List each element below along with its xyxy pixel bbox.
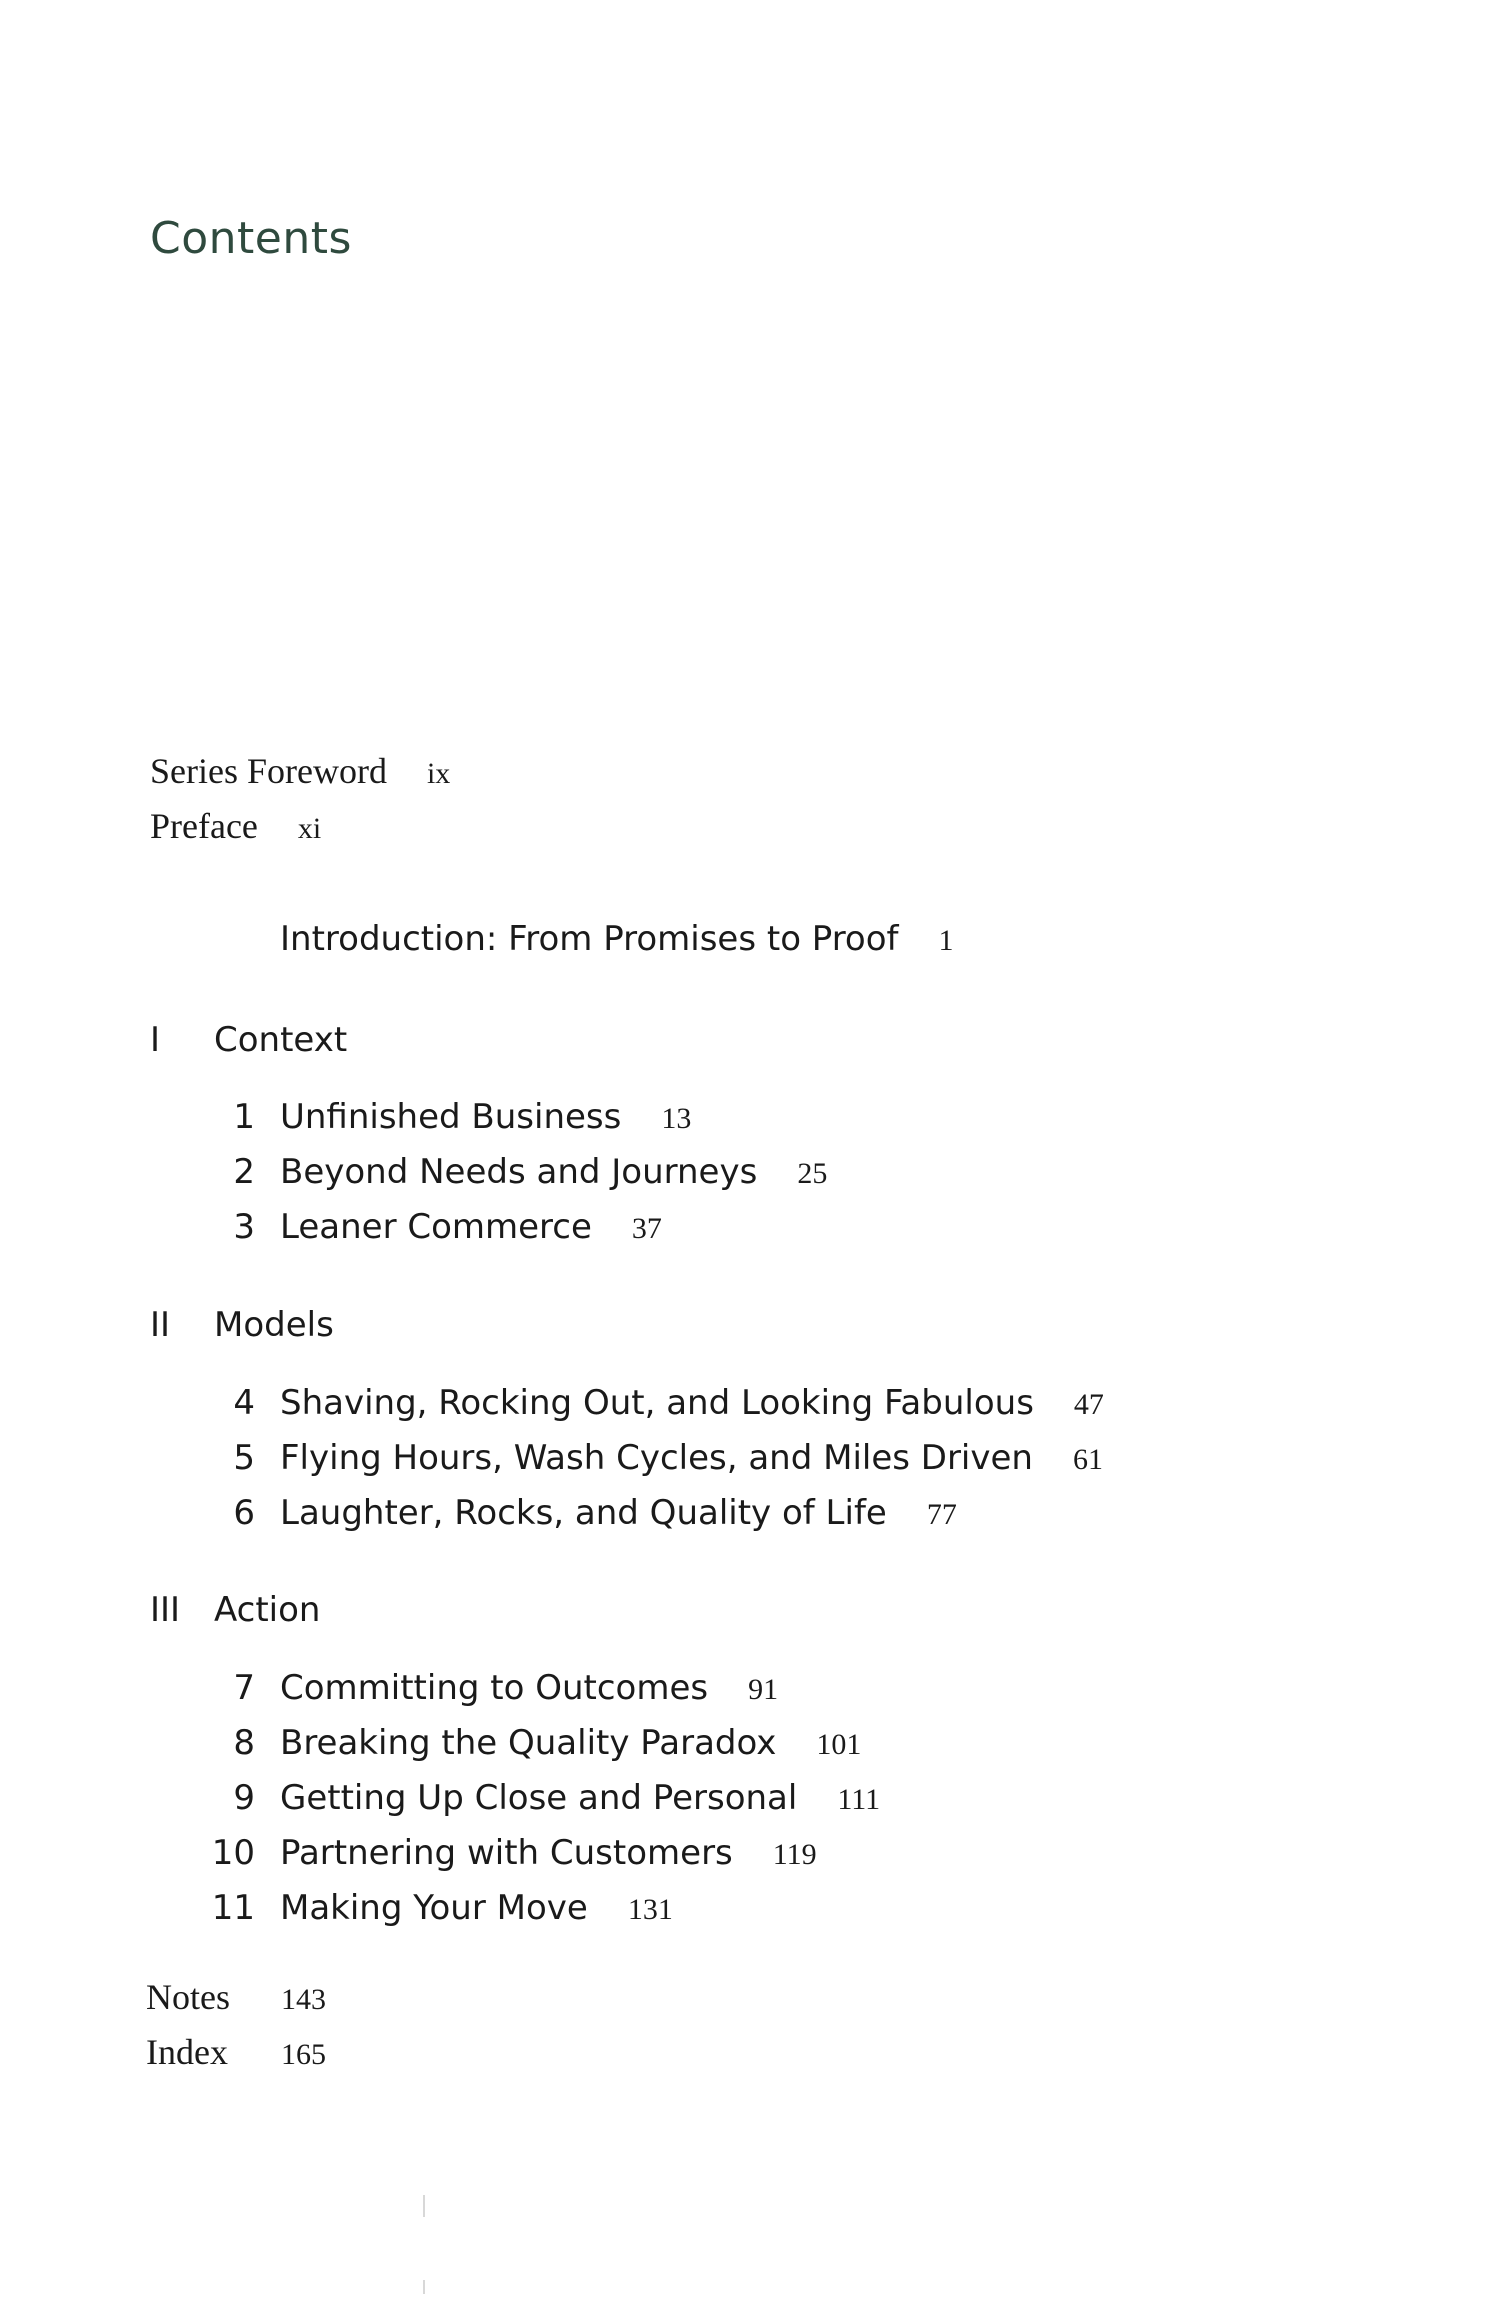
chapter-number: 9 (233, 1778, 255, 1818)
part-title: Context (214, 1020, 348, 1060)
toc-chapter-8[interactable] (200, 1723, 861, 1763)
chapter-number: 5 (233, 1438, 255, 1478)
entry-page-number: 165 (281, 2038, 326, 2071)
toc-entry-notes[interactable] (146, 1979, 326, 2015)
part-title: Models (214, 1305, 334, 1345)
chapter-title: Laughter, Rocks, and Quality of Life (280, 1493, 887, 1533)
page-title: Contents (150, 213, 352, 264)
chapter-title: Breaking the Quality Paradox (280, 1723, 777, 1763)
entry-page-number: xi (297, 812, 322, 845)
chapter-title: Committing to Outcomes (280, 1668, 709, 1708)
toc-chapter-6[interactable] (200, 1493, 957, 1533)
chapter-page-number: 37 (631, 1212, 662, 1245)
chapter-title: Making Your Move (280, 1888, 588, 1928)
toc-chapter-9[interactable] (200, 1778, 880, 1818)
chapter-title: Shaving, Rocking Out, and Looking Fabulous (280, 1383, 1034, 1423)
chapter-number: 1 (233, 1097, 255, 1137)
chapter-title: Beyond Needs and Journeys (280, 1152, 758, 1192)
chapter-title: Flying Hours, Wash Cycles, and Miles Driven (280, 1438, 1033, 1478)
entry-label: Notes (146, 1977, 230, 2017)
chapter-number: 10 (211, 1833, 255, 1873)
chapter-number: 7 (233, 1668, 255, 1708)
chapter-page-number: 119 (772, 1838, 817, 1871)
toc-chapter-11[interactable] (200, 1888, 673, 1928)
entry-page-number: 1 (938, 924, 954, 957)
part-heading-context[interactable] (150, 1020, 347, 1060)
entry-page-number: ix (426, 757, 451, 790)
toc-entry-series-foreword[interactable] (150, 753, 450, 789)
toc-entry-preface[interactable] (150, 808, 321, 844)
chapter-title: Leaner Commerce (280, 1207, 592, 1247)
toc-chapter-4[interactable] (200, 1383, 1104, 1423)
part-number: I (150, 1020, 161, 1060)
scan-mark (423, 2195, 425, 2217)
toc-chapter-7[interactable] (200, 1668, 778, 1708)
chapter-page-number: 13 (661, 1102, 692, 1135)
chapter-number: 2 (233, 1152, 255, 1192)
chapter-number: 8 (233, 1723, 255, 1763)
chapter-page-number: 47 (1073, 1388, 1104, 1421)
part-title: Action (214, 1590, 321, 1630)
entry-label: Introduction: From Promises to Proof (280, 919, 899, 959)
chapter-number: 4 (233, 1383, 255, 1423)
part-heading-models[interactable] (150, 1305, 334, 1345)
toc-entry-introduction[interactable] (280, 919, 954, 959)
chapter-page-number: 101 (816, 1728, 862, 1761)
chapter-page-number: 25 (797, 1157, 828, 1190)
chapter-page-number: 111 (837, 1783, 881, 1816)
entry-label: Series Foreword (150, 751, 387, 791)
chapter-number: 11 (211, 1888, 255, 1928)
chapter-page-number: 131 (627, 1893, 673, 1926)
entry-label: Index (146, 2032, 228, 2072)
chapter-page-number: 91 (748, 1673, 779, 1706)
chapter-number: 3 (233, 1207, 255, 1247)
chapter-title: Unfinished Business (280, 1097, 622, 1137)
part-number: III (150, 1590, 181, 1630)
part-number: II (150, 1305, 171, 1345)
toc-chapter-5[interactable] (200, 1438, 1103, 1478)
chapter-title: Partnering with Customers (280, 1833, 733, 1873)
chapter-title: Getting Up Close and Personal (280, 1778, 798, 1818)
chapter-number: 6 (233, 1493, 255, 1533)
toc-chapter-10[interactable] (200, 1833, 817, 1873)
toc-chapter-3[interactable] (200, 1207, 662, 1247)
entry-page-number: 143 (281, 1983, 326, 2016)
entry-label: Preface (150, 806, 258, 846)
part-heading-action[interactable] (150, 1590, 320, 1630)
chapter-page-number: 61 (1072, 1443, 1103, 1476)
toc-entry-index[interactable] (146, 2034, 326, 2070)
toc-chapter-1[interactable] (200, 1097, 691, 1137)
chapter-page-number: 77 (926, 1498, 957, 1531)
toc-chapter-2[interactable] (200, 1152, 827, 1192)
scan-mark (423, 2280, 425, 2294)
